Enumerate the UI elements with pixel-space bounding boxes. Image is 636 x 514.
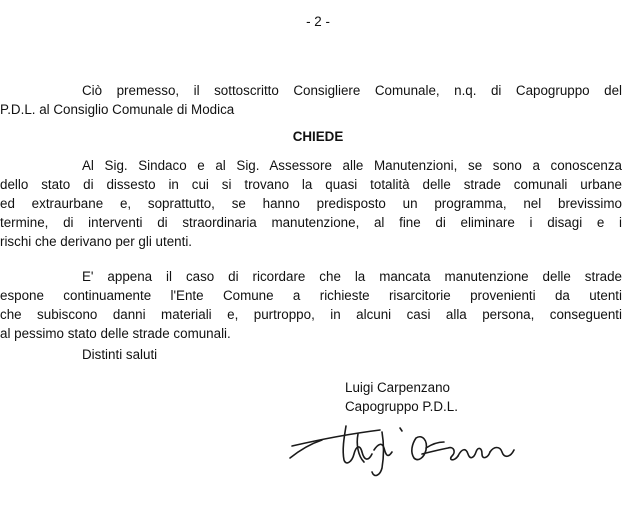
request-line-1: Al Sig. Sindaco e al Sig. Assessore alle Manutenzioni, se sono a conoscenza bbox=[82, 158, 622, 173]
intro-paragraph bbox=[0, 81, 622, 119]
handwritten-signature bbox=[288, 404, 524, 488]
closing-salutation: Distinti saluti bbox=[82, 347, 158, 362]
request-heading: CHIEDE bbox=[292, 129, 344, 144]
reminder-line-3: che subiscono danni materiali e, purtroppo, in alcuni casi alla persona, conseguenti bbox=[0, 307, 622, 322]
reminder-paragraph bbox=[0, 267, 622, 343]
request-line-4: termine, di interventi di straordinaria manutenzione, al fine di eliminare i disagi e i bbox=[0, 215, 622, 230]
request-paragraph bbox=[0, 156, 622, 251]
request-line-3: ed extraurbane e, soprattutto, se hanno predisposto un programma, nel brevissimo bbox=[0, 196, 622, 211]
reminder-line-2: espone continuamente l'Ente Comune a richieste risarcitorie provenienti da utenti bbox=[0, 288, 622, 303]
reminder-line-1: E' appena il caso di ricordare che la mancata manutenzione delle strade bbox=[82, 269, 622, 284]
intro-line-1: Ciò premesso, il sottoscritto Consigliere Comunale, n.q. di Capogruppo del bbox=[82, 83, 622, 98]
intro-line-2: P.D.L. al Consiglio Comunale di Modica bbox=[0, 102, 235, 117]
signatory-name: Luigi Carpenzano bbox=[345, 380, 450, 395]
signatory-role: Capogruppo P.D.L. bbox=[345, 399, 458, 414]
request-line-5: rischi che derivano per gli utenti. bbox=[0, 234, 193, 249]
reminder-line-4: al pessimo stato delle strade comunali. bbox=[0, 326, 231, 341]
page-number: - 2 - bbox=[306, 14, 330, 29]
request-line-2: dello stato di dissesto in cui si trovano la quasi totalità delle strade comunali urbane bbox=[0, 177, 622, 192]
